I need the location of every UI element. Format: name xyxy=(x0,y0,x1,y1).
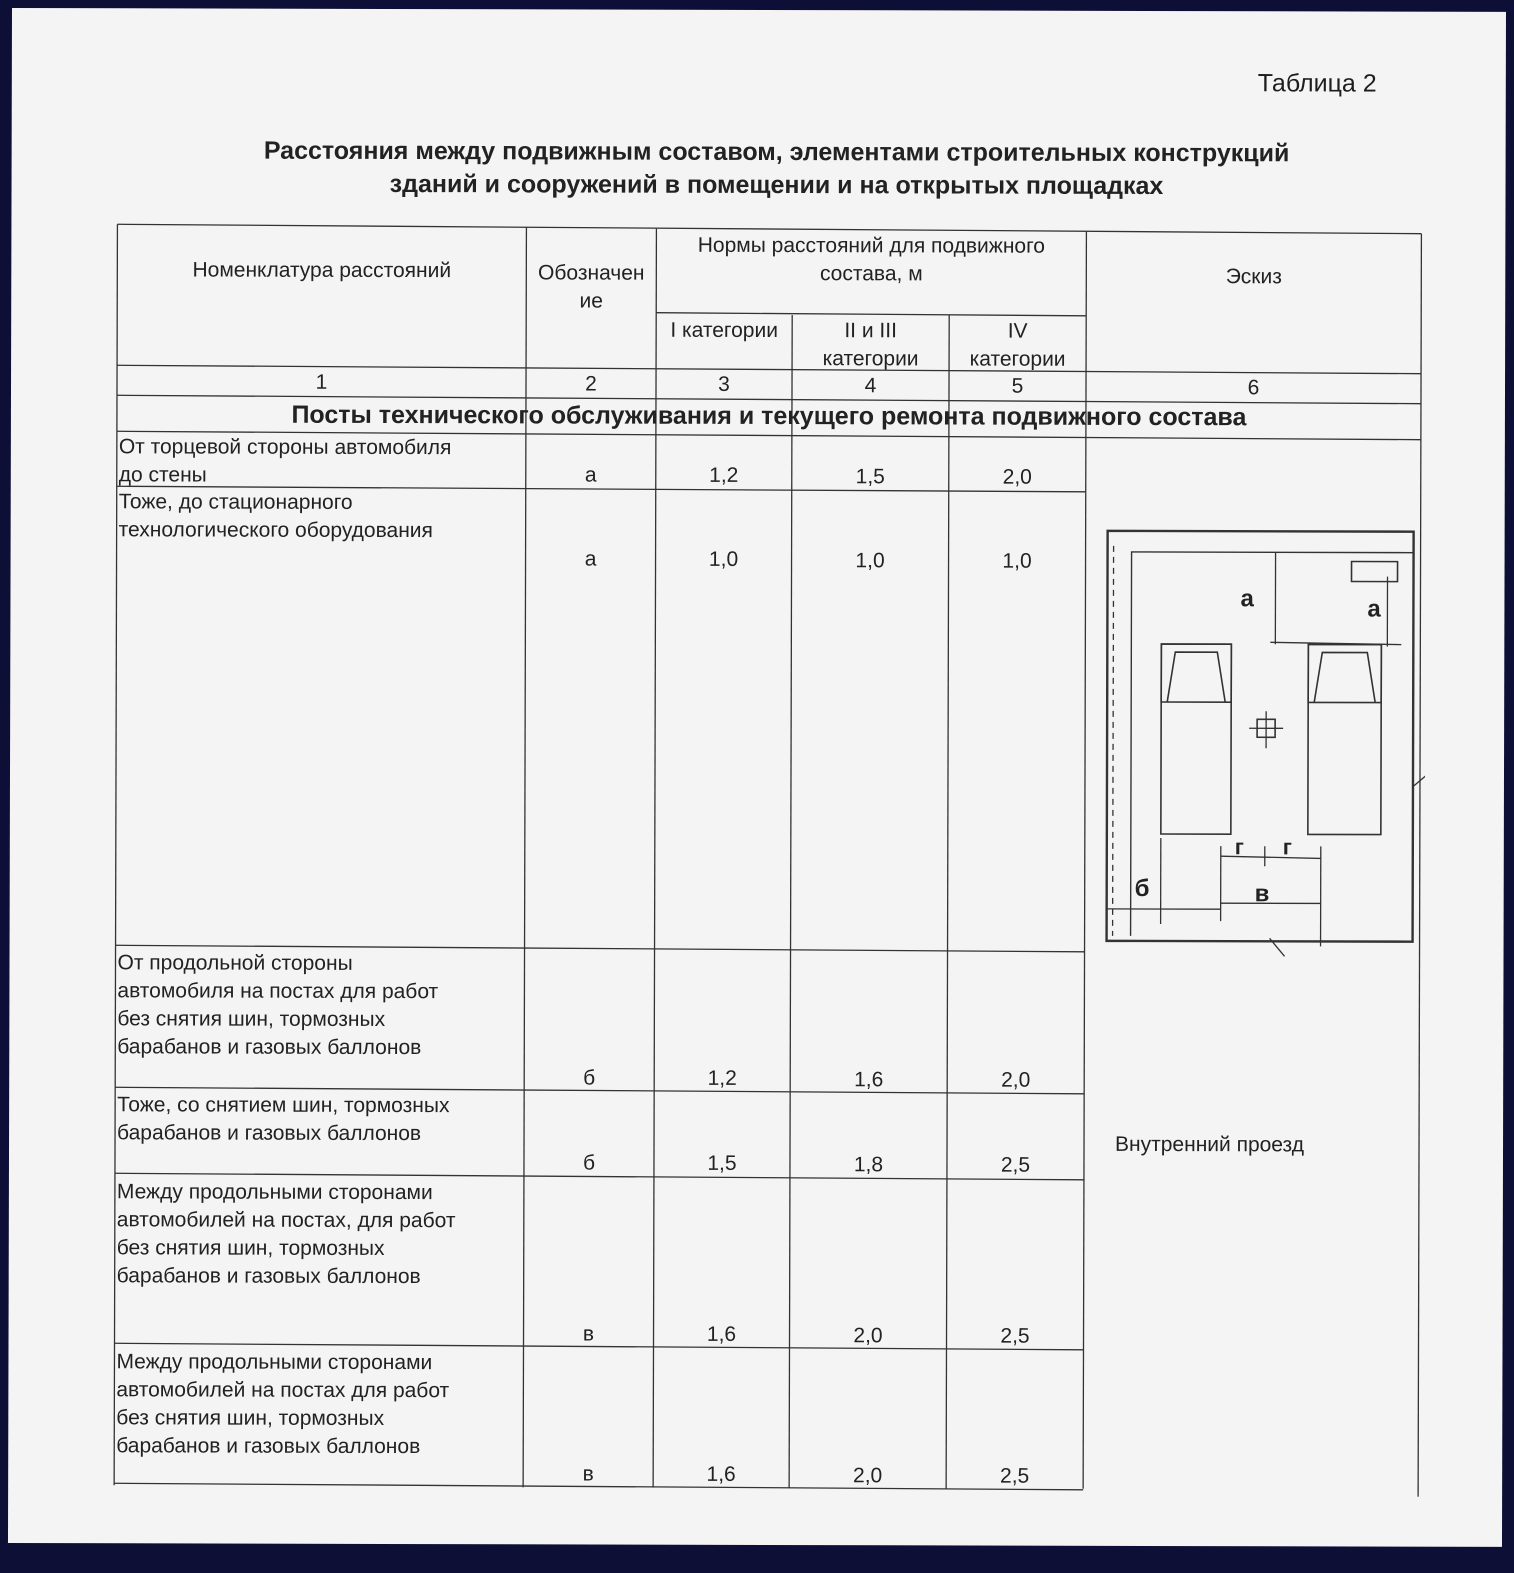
document-page xyxy=(8,8,1506,1547)
row-2-cat23: 1,0 xyxy=(855,549,885,573)
row-5-line-4: барабанов и газовых баллонов xyxy=(116,1264,421,1289)
row-3-cat1: 1,2 xyxy=(707,1066,737,1090)
header-category-4-line-1: IV xyxy=(1007,319,1028,343)
sketch-label-g-right: г xyxy=(1282,834,1293,860)
row-5-code: в xyxy=(582,1322,595,1346)
column-number-5: 5 xyxy=(1011,374,1024,398)
row-4-cat4: 2,5 xyxy=(1000,1153,1031,1177)
header-norms-line-2: состава, м xyxy=(819,262,923,286)
row-5-line-3: без снятия шин, тормозных xyxy=(116,1236,385,1260)
row-1-code: а xyxy=(584,463,597,487)
table-title-line-1: Расстояния между подвижным составом, элементами строительных конструкций xyxy=(263,136,1290,168)
sketch-label-a-left: а xyxy=(1240,585,1254,613)
row-1-cat23: 1,5 xyxy=(855,465,885,489)
row-3-line-3: без снятия шин, тормозных xyxy=(117,1007,386,1031)
row-3-code: б xyxy=(583,1066,596,1090)
row-4-line-2: барабанов и газовых баллонов xyxy=(117,1121,422,1146)
row-4-code: б xyxy=(582,1151,596,1175)
row-1-line-2: до стены xyxy=(118,463,207,487)
row-4-cat1: 1,5 xyxy=(707,1151,737,1175)
header-designation xyxy=(526,259,656,315)
header-nomenclature: Номенклатура расстояний xyxy=(192,258,452,283)
header-category-2-3 xyxy=(792,317,949,373)
header-designation-line-1: Обозначен xyxy=(538,261,645,285)
row-3-line-1: От продольной стороны xyxy=(117,951,353,975)
row-6-cat23: 2,0 xyxy=(853,1464,883,1488)
table-number-label: Таблица 2 xyxy=(1257,69,1377,98)
table-title-line-2: зданий и сооружений в помещении и на открытых площадках xyxy=(389,169,1164,201)
section-title: Посты технического обслуживания и текущего ремонта подвижного состава xyxy=(291,400,1247,432)
row-6-line-4: барабанов и газовых баллонов xyxy=(116,1434,421,1459)
header-designation-line-2: ие xyxy=(579,289,603,313)
sketch-label-v: в xyxy=(1254,880,1270,908)
column-number-4: 4 xyxy=(864,374,877,398)
row-5-cat4: 2,5 xyxy=(1000,1324,1030,1348)
column-number-1: 1 xyxy=(315,370,328,394)
header-norms-group xyxy=(656,232,1086,289)
row-4-line-1: Тоже, со снятием шин, тормозных xyxy=(117,1093,450,1118)
header-category-4-line-2: категории xyxy=(969,347,1066,371)
sketch-note: Внутренний проезд xyxy=(1114,1132,1305,1157)
column-number-3: 3 xyxy=(718,372,730,396)
row-2-cat1: 1,0 xyxy=(708,547,739,571)
row-5-cat23: 2,0 xyxy=(853,1324,883,1348)
row-5-line-2: автомобилей на постах, для работ xyxy=(116,1208,456,1233)
row-6-description xyxy=(116,1348,521,1461)
row-1-line-1: От торцевой стороны автомобиля xyxy=(118,435,452,460)
row-2-line-1: Тоже, до стационарного xyxy=(118,490,353,514)
row-2-line-2: технологического оборудования xyxy=(118,518,433,543)
sketch-label-g-left: г xyxy=(1234,834,1245,860)
row-6-cat1: 1,6 xyxy=(706,1462,736,1486)
row-3-line-2: автомобиля на постах для работ xyxy=(117,979,439,1004)
row-6-line-1: Между продольными сторонами xyxy=(116,1350,433,1375)
row-3-description xyxy=(117,949,522,1062)
row-2-cat4: 1,0 xyxy=(1002,549,1032,573)
layout-sketch xyxy=(1094,526,1425,967)
header-category-2-3-line-1: II и III xyxy=(844,319,897,343)
header-norms-line-1: Нормы расстояний для подвижного xyxy=(697,233,1046,258)
column-number-6: 6 xyxy=(1247,376,1260,400)
sketch-label-b: б xyxy=(1134,874,1150,902)
header-category-2-3-line-2: категории xyxy=(822,347,919,371)
row-3-line-4: барабанов и газовых баллонов xyxy=(117,1035,422,1060)
row-6-code: в xyxy=(582,1462,594,1486)
row-4-description xyxy=(117,1091,522,1148)
row-6-line-2: автомобилей на постах для работ xyxy=(116,1378,450,1403)
header-category-1: I категории xyxy=(670,318,779,343)
row-3-cat4: 2,0 xyxy=(1001,1068,1031,1092)
row-1-description xyxy=(119,433,524,490)
sketch-label-a-right: а xyxy=(1367,595,1381,623)
row-2-code: а xyxy=(584,547,597,571)
column-number-2: 2 xyxy=(585,372,597,396)
row-5-line-1: Между продольными сторонами xyxy=(116,1180,433,1205)
header-sketch: Эскиз xyxy=(1225,265,1282,289)
row-3-cat23: 1,6 xyxy=(854,1068,884,1092)
row-6-cat4: 2,5 xyxy=(1000,1464,1030,1488)
row-5-cat1: 1,6 xyxy=(706,1322,737,1346)
row-6-line-3: без снятия шин, тормозных xyxy=(116,1406,385,1430)
row-5-description xyxy=(117,1178,522,1291)
row-1-cat1: 1,2 xyxy=(709,463,739,487)
row-1-cat4: 2,0 xyxy=(1002,465,1032,489)
row-4-cat23: 1,8 xyxy=(853,1153,884,1177)
row-2-description xyxy=(119,488,524,545)
header-category-4 xyxy=(949,317,1086,373)
